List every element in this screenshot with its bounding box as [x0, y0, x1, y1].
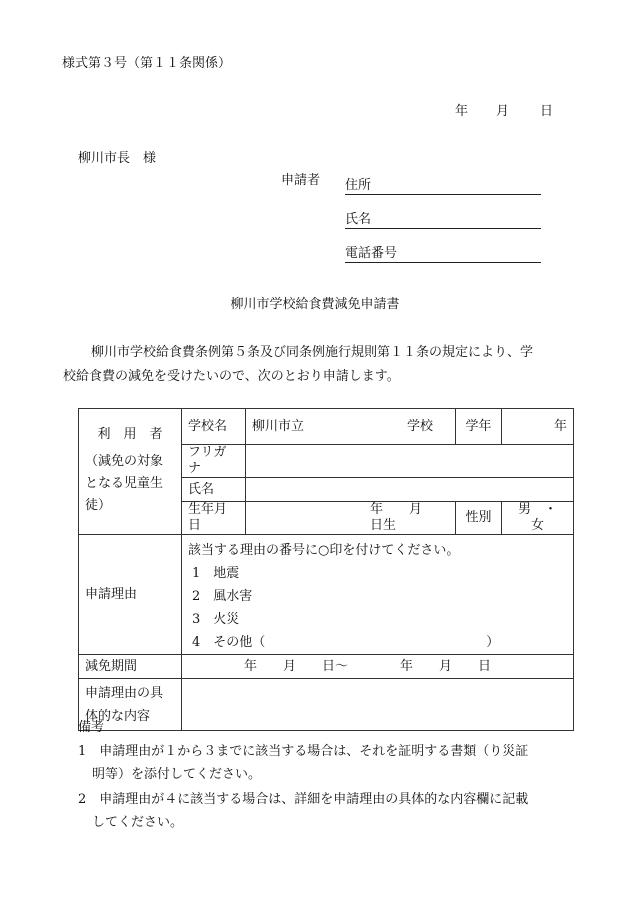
reason-item-2[interactable]: 2 風水害	[192, 589, 253, 604]
address-label: 住所	[345, 178, 372, 193]
birthdate-value: 年 月 日生	[370, 502, 449, 533]
reason-field[interactable]	[182, 535, 574, 655]
detail-label-line-2: 体的な内容	[85, 708, 151, 724]
birthdate-field[interactable]	[246, 502, 456, 535]
form-number: 様式第３号（第１１条関係）	[62, 56, 232, 71]
date-year-label: 年	[455, 104, 469, 119]
phone-field[interactable]	[345, 246, 541, 263]
period-label: 減免期間	[79, 655, 182, 679]
gender-value: 男 ・ 女	[517, 502, 571, 533]
period-value: 年 月 日～ 年 月 日	[244, 658, 492, 674]
application-table	[78, 408, 574, 731]
student-name-field[interactable]	[246, 478, 574, 502]
birthdate-label: 生年月日	[182, 502, 246, 535]
gender-field[interactable]	[502, 502, 574, 535]
period-field[interactable]	[182, 655, 574, 679]
intro-line-2: 校給食費の減免を受けたいので、次のとおり申請します。	[63, 369, 400, 384]
grade-label: 学年	[456, 409, 502, 445]
phone-label: 電話番号	[345, 246, 398, 261]
school-prefix: 柳川市立	[252, 418, 305, 434]
detail-field[interactable]	[182, 679, 574, 731]
date-day-label: 日	[540, 104, 554, 119]
furigana-field[interactable]	[246, 445, 574, 478]
name-field[interactable]	[345, 212, 541, 229]
detail-label-line-1: 申請理由の具	[85, 685, 164, 701]
user-label-title: 利 用 者	[97, 426, 163, 442]
document-title: 柳川市学校給食費減免申請書	[230, 297, 400, 312]
reason-item-1[interactable]: 1 地震	[192, 566, 240, 581]
reason-label: 申請理由	[79, 535, 182, 655]
school-name-field[interactable]	[246, 409, 456, 445]
student-name-label: 氏名	[182, 478, 246, 502]
name-label: 氏名	[345, 212, 372, 227]
notes-heading: 備考	[78, 720, 105, 735]
grade-suffix: 年	[553, 418, 567, 434]
note-2-line-2: してください。	[92, 815, 184, 830]
furigana-label: フリガナ	[182, 445, 246, 478]
addressee: 柳川市長 様	[78, 151, 157, 166]
gender-label: 性別	[456, 502, 502, 535]
address-field[interactable]	[345, 178, 541, 195]
user-label-line-4: 徒）	[85, 497, 112, 513]
date-month-label: 月	[496, 104, 510, 119]
reason-item-4[interactable]: 4 その他（ ）	[192, 635, 500, 650]
intro-line-1: 柳川市学校給食費条例第５条及び同条例施行規則第１１条の規定により、学	[91, 345, 534, 360]
school-name-label: 学校名	[182, 409, 246, 445]
applicant-label: 申請者	[281, 173, 321, 188]
user-label-line-2: （減免の対象	[85, 453, 164, 469]
note-2-line-1: 2 申請理由が４に該当する場合は、詳細を申請理由の具体的な内容欄に記載	[78, 792, 529, 807]
user-label-cell	[79, 409, 182, 535]
reason-instruction: 該当する理由の番号に○印を付けてください。	[188, 543, 460, 558]
note-1-line-1: 1 申請理由が１から３までに該当する場合は、それを証明する書類（り災証	[78, 744, 529, 759]
school-suffix: 学校	[406, 418, 433, 434]
note-1-line-2: 明等）を添付してください。	[92, 767, 262, 782]
reason-item-3[interactable]: 3 火災	[192, 612, 240, 627]
user-label-line-3: となる児童生	[85, 475, 164, 491]
grade-field[interactable]	[502, 409, 574, 445]
